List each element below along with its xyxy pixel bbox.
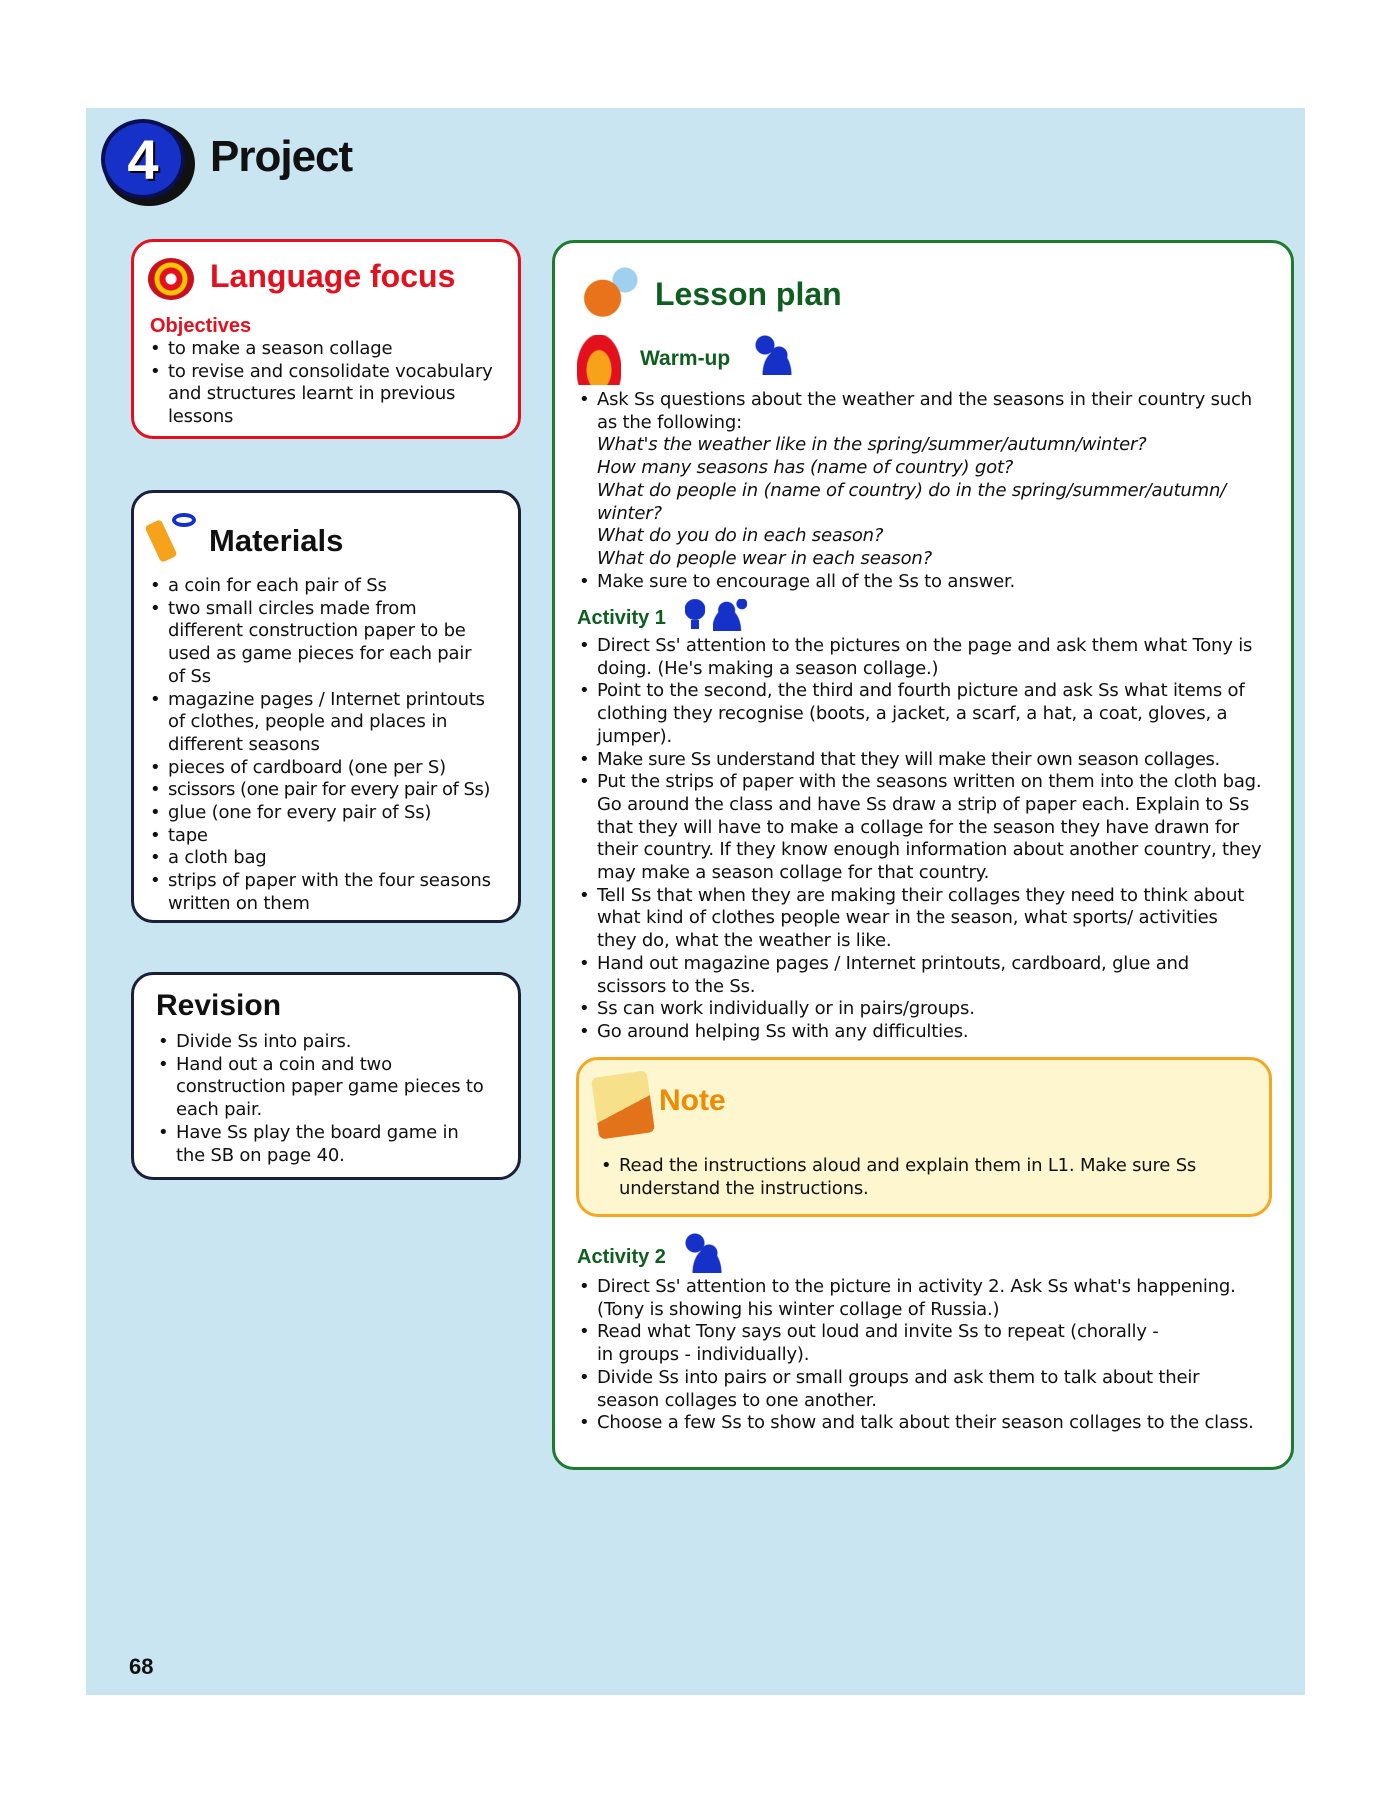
activity2-item: • Direct Ss' attention to the picture in activity 2. Ask Ss what's happening. (Tony is showing his winter collage of Russia.) — [579, 1276, 1279, 1321]
material-item: • tape — [150, 825, 515, 848]
pair-work-icon — [753, 335, 793, 375]
activity2-list — [579, 1276, 1279, 1435]
warmup-list — [579, 389, 1279, 593]
revision-title: Revision — [156, 989, 282, 1022]
warmup-question: How many seasons has (name of country) got? — [597, 457, 1014, 479]
language-focus-box — [131, 239, 521, 439]
lesson-plan-box — [552, 240, 1294, 1470]
unit-number: 4 — [127, 127, 159, 191]
material-item: • glue (one for every pair of Ss) — [150, 802, 515, 825]
revision-box — [131, 972, 521, 1180]
bee-reading-icon — [577, 267, 641, 319]
material-item: • a cloth bag — [150, 847, 515, 870]
materials-title: Materials — [209, 523, 344, 558]
page-number: 68 — [129, 1654, 154, 1679]
material-item: • a coin for each pair of Ss — [150, 575, 515, 598]
warmup-item: • Make sure to encourage all of the Ss to answer. — [579, 571, 1279, 594]
page-title: Project — [210, 132, 353, 181]
lesson-plan-title: Lesson plan — [655, 276, 842, 312]
lightbulb-icon — [685, 599, 705, 629]
activity2-heading: Activity 2 — [577, 1246, 666, 1268]
thinking-student-icon — [713, 599, 747, 631]
objectives-list — [150, 338, 510, 429]
activity1-item: • Make sure Ss understand that they will make their own season collages. — [579, 749, 1279, 772]
unit-number-circle — [101, 119, 185, 199]
pair-work-icon — [683, 1233, 723, 1273]
activity1-item: • Tell Ss that when they are making their collages they need to think about what kind of clothes people wear in the season, what sports/ activities they do, what the weather is like. — [579, 885, 1279, 953]
warmup-heading: Warm-up — [640, 347, 731, 370]
activity1-list — [579, 635, 1279, 1044]
activity1-item: • Point to the second, the third and fourth picture and ask Ss what items of clothing they recognise (boots, a jacket, a scarf, a hat, a coat, gloves, a jumper). — [579, 680, 1279, 748]
activity2-item: • Read what Tony says out loud and invite Ss to repeat (chorally - in groups - individually). — [579, 1321, 1279, 1366]
material-item: • scissors (one pair for every pair of Ss) — [150, 779, 515, 802]
note-item: • Read the instructions aloud and explain them in L1. Make sure Ss understand the instructions. — [601, 1155, 1201, 1200]
warmup-question: What's the weather like in the spring/summer/autumn/winter? — [597, 434, 1147, 456]
notepad-character-icon — [591, 1070, 655, 1139]
material-item: • pieces of cardboard (one per S) — [150, 757, 515, 780]
revision-item: • Hand out a coin and two construction paper game pieces to each pair. — [158, 1054, 488, 1122]
activity1-item: • Hand out magazine pages / Internet printouts, cardboard, glue and scissors to the Ss. — [579, 953, 1279, 998]
activity2-item: • Choose a few Ss to show and talk about their season collages to the class. — [579, 1412, 1279, 1435]
warmup-question: What do people in (name of country) do in the spring/summer/autumn/ winter? — [597, 479, 1227, 524]
activity1-item: • Go around helping Ss with any difficulties. — [579, 1021, 1279, 1044]
material-item: • two small circles made from different construction paper to be used as game pieces for each pair of Ss — [150, 598, 515, 689]
material-item: • strips of paper with the four seasons written on them — [150, 870, 515, 915]
note-box — [576, 1057, 1272, 1217]
objective-item: • to revise and consolidate vocabulary and structures learnt in previous lessons — [150, 361, 510, 429]
revision-item: • Have Ss play the board game in the SB on page 40. — [158, 1122, 488, 1167]
warmup-question: What do people wear in each season? — [597, 547, 932, 569]
revision-item: • Divide Ss into pairs. — [158, 1031, 488, 1054]
objective-item: • to make a season collage — [150, 338, 510, 361]
language-focus-title: Language focus — [210, 258, 456, 294]
activity1-heading: Activity 1 — [577, 607, 666, 629]
activity1-item: • Direct Ss' attention to the pictures on the page and ask them what Tony is doing. (He's making a season collage.) — [579, 635, 1279, 680]
target-character-icon — [148, 258, 194, 300]
warmup-question: What do you do in each season? — [597, 525, 884, 547]
note-list — [601, 1155, 1201, 1200]
glue-scissors-icon — [144, 519, 177, 563]
activity1-item: • Put the strips of paper with the seasons written on them into the cloth bag. Go around the class and have Ss draw a strip of paper each. Explain to Ss that they will have to make a collage for the season they have drawn for their country. If they know enough information about another country, they may make a season collage for that country. — [579, 771, 1279, 885]
warmup-item: • Ask Ss questions about the weather and the seasons in their country such as the following: — [579, 389, 1279, 434]
note-title: Note — [659, 1084, 726, 1117]
objectives-heading: Objectives — [150, 315, 252, 337]
revision-list — [158, 1031, 488, 1167]
scissors-icon — [172, 513, 196, 527]
flame-icon — [577, 335, 621, 385]
materials-box — [131, 490, 521, 923]
activity1-item: • Ss can work individually or in pairs/groups. — [579, 998, 1279, 1021]
material-item: • magazine pages / Internet printouts of clothes, people and places in different seasons — [150, 689, 515, 757]
activity2-item: • Divide Ss into pairs or small groups and ask them to talk about their season collages to one another. — [579, 1367, 1279, 1412]
materials-list — [150, 575, 515, 916]
